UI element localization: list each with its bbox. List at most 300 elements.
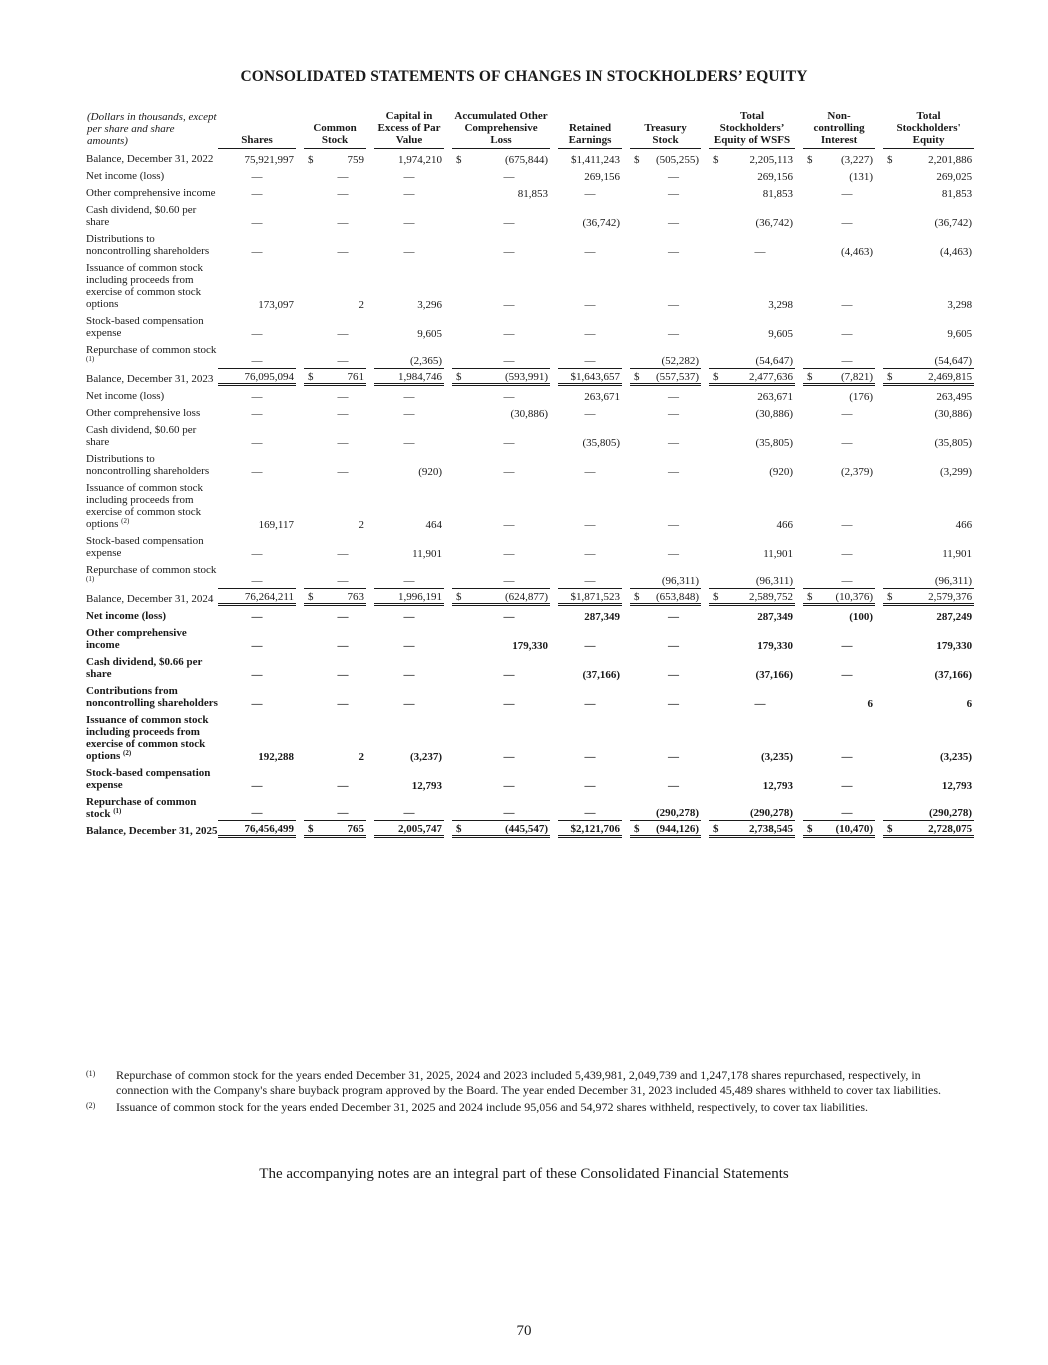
currency-symbol — [803, 606, 819, 623]
cell-value: (30,886) — [510, 408, 549, 420]
cell-value: (7,821) — [819, 369, 875, 386]
cell-value: (36,742) — [755, 217, 794, 229]
cell-value: 3,298 — [947, 299, 973, 311]
row-label — [86, 681, 218, 710]
cell-value: 2 — [358, 751, 365, 763]
currency-symbol — [304, 652, 320, 681]
table-row — [86, 386, 974, 403]
table-row — [86, 792, 974, 821]
footnotes — [86, 1068, 966, 1117]
currency-symbol: $ — [452, 369, 468, 386]
cell-value: 269,156 — [584, 171, 621, 183]
cell-value: (10,376) — [819, 589, 875, 606]
cell-value: (37,166) — [582, 669, 621, 681]
cell-value: — — [337, 640, 349, 652]
cell-value: 179,330 — [512, 640, 549, 652]
cell-value: — — [251, 548, 263, 560]
cell-value: — — [403, 217, 415, 229]
currency-symbol — [883, 183, 899, 200]
cell-value: 2,589,752 — [725, 589, 795, 606]
cell-value: — — [841, 669, 853, 681]
cell-value: (653,848) — [646, 589, 701, 606]
cell-value: — — [503, 611, 515, 623]
currency-symbol — [709, 258, 725, 311]
cell-value: — — [503, 437, 515, 449]
currency-symbol — [630, 183, 646, 200]
table-row — [86, 420, 974, 449]
footnote-ref: (2) — [123, 749, 132, 757]
currency-symbol — [452, 623, 468, 652]
cell-value: 1,984,746 — [374, 369, 444, 386]
currency-symbol — [709, 183, 725, 200]
cell-value: 192,288 — [258, 751, 294, 763]
col-header-retained: Retained Earnings — [558, 110, 622, 149]
row-label — [86, 403, 218, 420]
cell-value: — — [251, 669, 263, 681]
currency-symbol — [883, 531, 899, 560]
cell-value: (920) — [769, 466, 794, 478]
currency-symbol — [452, 560, 468, 589]
cell-value: — — [403, 698, 415, 710]
cell-value: 263,671 — [757, 391, 794, 403]
cell-value: — — [558, 340, 622, 369]
cell-value: 269,025 — [936, 171, 973, 183]
cell-value: — — [468, 560, 550, 589]
row-label-text: Net income (loss) — [86, 610, 167, 622]
col-header-aoci: Accumulated Other Comprehensive Loss — [452, 110, 550, 149]
currency-symbol — [630, 340, 646, 369]
cell-value: — — [584, 751, 596, 763]
cell-value: — — [841, 299, 853, 311]
cell-value: — — [337, 780, 349, 792]
col-header-total-wsfs: Total Stockholders’ Equity of WSFS — [709, 110, 795, 149]
cell-value: (37,166) — [934, 669, 973, 681]
currency-symbol — [803, 183, 819, 200]
row-label-text: Issuance of common stock including proceeds from exercise of common stock options — [86, 714, 209, 762]
row-label-text: Cash dividend, $0.60 per share — [86, 204, 197, 228]
cell-value: 9,605 — [417, 328, 443, 340]
row-label-text: Balance, December 31, 2022 — [86, 153, 214, 165]
currency-symbol — [452, 200, 468, 229]
cell-value: — — [218, 560, 296, 589]
cell-value: $1,411,243 — [570, 154, 621, 166]
cell-value: — — [668, 751, 680, 763]
currency-symbol: $ — [304, 821, 320, 838]
currency-symbol — [803, 792, 819, 821]
currency-symbol — [630, 200, 646, 229]
cell-value: (624,877) — [468, 589, 550, 606]
cell-value: — — [403, 188, 415, 200]
currency-symbol — [709, 792, 725, 821]
cell-value: (96,311) — [646, 560, 701, 589]
currency-symbol — [709, 478, 725, 531]
cell-value: — — [251, 611, 263, 623]
currency-symbol — [630, 531, 646, 560]
currency-symbol — [709, 652, 725, 681]
cell-value: (37,166) — [755, 669, 794, 681]
cell-value: — — [403, 640, 415, 652]
table-row — [86, 166, 974, 183]
cell-value: (52,282) — [646, 340, 701, 369]
currency-symbol — [630, 710, 646, 763]
currency-symbol — [883, 560, 899, 589]
row-label — [86, 560, 218, 589]
row-label — [86, 652, 218, 681]
currency-symbol — [883, 652, 899, 681]
currency-symbol — [630, 652, 646, 681]
cell-value: 81,853 — [517, 188, 549, 200]
currency-symbol — [803, 560, 819, 589]
cell-value: — — [668, 548, 680, 560]
cell-value: — — [841, 437, 853, 449]
cell-value: — — [841, 780, 853, 792]
units-note: (Dollars in thousands, except per share and share amounts) — [87, 111, 217, 147]
cell-value: — — [584, 408, 596, 420]
table-row — [86, 369, 974, 386]
col-header-noncontrolling: Non-controlling Interest — [803, 110, 875, 149]
cell-value: — — [584, 519, 596, 531]
cell-value: (30,886) — [755, 408, 794, 420]
currency-symbol — [452, 166, 468, 183]
row-label — [86, 311, 218, 340]
currency-symbol — [709, 763, 725, 792]
cell-value: — — [503, 299, 515, 311]
currency-symbol — [883, 166, 899, 183]
col-header-total-equity: Total Stockholders' Equity — [883, 110, 974, 149]
row-label — [86, 200, 218, 229]
row-label — [86, 710, 218, 763]
currency-symbol: $ — [803, 821, 819, 838]
currency-symbol — [452, 386, 468, 403]
currency-symbol — [709, 420, 725, 449]
cell-value: — — [251, 698, 263, 710]
cell-value: — — [251, 408, 263, 420]
cell-value: — — [251, 466, 263, 478]
cell-value: 464 — [425, 519, 443, 531]
cell-value: — — [584, 466, 596, 478]
cell-value: — — [668, 217, 680, 229]
table-row — [86, 821, 974, 838]
footnote — [86, 1100, 966, 1115]
row-label — [86, 369, 218, 386]
table-row — [86, 478, 974, 531]
footnote-marker: (2) — [86, 1101, 96, 1110]
cell-value: 6 — [966, 698, 973, 710]
table-row — [86, 258, 974, 311]
cell-value: — — [503, 171, 515, 183]
equity-table — [86, 110, 974, 838]
currency-symbol — [803, 449, 819, 478]
cell-value: — — [403, 391, 415, 403]
row-label-text: Balance, December 31, 2023 — [86, 373, 214, 385]
cell-value: — — [251, 780, 263, 792]
cell-value: — — [841, 751, 853, 763]
cell-value: — — [403, 611, 415, 623]
currency-symbol — [709, 531, 725, 560]
cell-value: 173,097 — [258, 299, 294, 311]
currency-symbol — [883, 311, 899, 340]
cell-value: (3,237) — [409, 751, 443, 763]
cell-value: 2,201,886 — [928, 154, 973, 166]
cell-value: 12,793 — [762, 780, 794, 792]
currency-symbol: $ — [630, 821, 646, 838]
cell-value: — — [668, 519, 680, 531]
table-row — [86, 606, 974, 623]
table-row — [86, 183, 974, 200]
currency-symbol — [883, 763, 899, 792]
col-header-shares: Shares — [218, 110, 296, 149]
header-row — [86, 110, 974, 149]
currency-symbol — [304, 681, 320, 710]
cell-value: — — [337, 466, 349, 478]
currency-symbol — [304, 710, 320, 763]
cell-value: — — [337, 548, 349, 560]
col-header-common-stock: Common Stock — [304, 110, 366, 149]
cell-value: — — [337, 437, 349, 449]
currency-symbol — [452, 681, 468, 710]
row-label — [86, 478, 218, 531]
cell-value: (54,647) — [725, 340, 795, 369]
table-row — [86, 531, 974, 560]
currency-symbol — [452, 258, 468, 311]
cell-value: — — [468, 792, 550, 821]
cell-value: (290,278) — [899, 792, 974, 821]
currency-symbol — [883, 403, 899, 420]
cell-value: — — [584, 299, 596, 311]
currency-symbol — [803, 229, 819, 258]
row-label-text: Stock-based compensation expense — [86, 535, 204, 559]
currency-symbol — [630, 449, 646, 478]
currency-symbol: $ — [630, 589, 646, 606]
currency-symbol — [709, 386, 725, 403]
cell-value: — — [251, 640, 263, 652]
cell-value: (3,235) — [939, 751, 973, 763]
currency-symbol: $ — [803, 589, 819, 606]
cell-value: — — [668, 640, 680, 652]
cell-value: 81,853 — [941, 188, 973, 200]
cell-value: 76,456,499 — [218, 821, 296, 838]
currency-symbol — [709, 403, 725, 420]
cell-value: — — [584, 780, 596, 792]
row-label-text: Stock-based compensation expense — [86, 315, 204, 339]
cell-value: — — [668, 391, 680, 403]
row-label — [86, 183, 218, 200]
cell-value: 169,117 — [258, 519, 294, 531]
cell-value: 3,298 — [768, 299, 794, 311]
row-label-text: Distributions to noncontrolling shareholders — [86, 453, 210, 477]
table-row — [86, 710, 974, 763]
cell-value: — — [218, 792, 296, 821]
cell-value: 75,921,997 — [244, 154, 294, 166]
table-row — [86, 652, 974, 681]
footnote-marker: (1) — [86, 1069, 96, 1078]
currency-symbol: $ — [709, 589, 725, 606]
cell-value: — — [337, 408, 349, 420]
table-row — [86, 763, 974, 792]
row-label — [86, 386, 218, 403]
row-label-text: Contributions from noncontrolling shareholders — [86, 685, 218, 709]
table-row — [86, 340, 974, 369]
cell-value: (96,311) — [725, 560, 795, 589]
cell-value: — — [320, 560, 366, 589]
cell-value: 2,728,075 — [899, 821, 974, 838]
currency-symbol — [883, 623, 899, 652]
currency-symbol — [452, 340, 468, 369]
cell-value: — — [503, 669, 515, 681]
cell-value: 9,605 — [768, 328, 794, 340]
currency-symbol — [709, 200, 725, 229]
currency-symbol — [630, 386, 646, 403]
cell-value: 9,605 — [947, 328, 973, 340]
currency-symbol — [452, 606, 468, 623]
currency-symbol: $ — [634, 154, 640, 166]
row-label — [86, 531, 218, 560]
currency-symbol — [304, 531, 320, 560]
row-label-text: Repurchase of common stock — [86, 564, 217, 576]
row-label — [86, 606, 218, 623]
currency-symbol — [304, 403, 320, 420]
col-header-capital: Capital in Excess of Par Value — [374, 110, 444, 149]
cell-value: 2,738,545 — [725, 821, 795, 838]
cell-value: $2,121,706 — [558, 821, 622, 838]
currency-symbol — [883, 200, 899, 229]
currency-symbol: $ — [883, 369, 899, 386]
currency-symbol — [304, 340, 320, 369]
cell-value: — — [374, 792, 444, 821]
currency-symbol — [883, 258, 899, 311]
currency-symbol — [452, 763, 468, 792]
cell-value: $1,643,657 — [558, 369, 622, 386]
cell-value: 287,349 — [757, 611, 794, 623]
cell-value: (445,547) — [468, 821, 550, 838]
cell-value: (100) — [849, 611, 874, 623]
row-label-text: Net income (loss) — [86, 390, 165, 402]
row-label — [86, 258, 218, 311]
cell-value: (675,844) — [504, 154, 549, 166]
row-label-text: Issuance of common stock including proceeds from exercise of common stock options — [86, 482, 203, 530]
cell-value: — — [819, 792, 875, 821]
cell-value: — — [668, 299, 680, 311]
currency-symbol — [452, 449, 468, 478]
cell-value: 11,901 — [412, 548, 443, 560]
cell-value: 287,349 — [584, 611, 621, 623]
currency-symbol: $ — [456, 154, 462, 166]
cell-value: 2,469,815 — [899, 369, 974, 386]
currency-symbol: $ — [807, 154, 813, 166]
currency-symbol — [452, 183, 468, 200]
cell-value: — — [584, 640, 596, 652]
footnote-text: Issuance of common stock for the years ended December 31, 2025 and 2024 include 95,056 and 54,972 shares withheld, respectively, to cover tax liabilities. — [116, 1100, 869, 1114]
currency-symbol: $ — [709, 821, 725, 838]
currency-symbol — [630, 166, 646, 183]
cell-value: — — [503, 246, 515, 258]
currency-symbol — [803, 652, 819, 681]
row-label-text: Issuance of common stock including proceeds from exercise of common stock options — [86, 262, 203, 310]
currency-symbol — [803, 478, 819, 531]
cell-value: 761 — [320, 369, 366, 386]
cell-value: — — [754, 246, 766, 258]
currency-symbol — [709, 311, 725, 340]
table-row — [86, 403, 974, 420]
currency-symbol — [630, 478, 646, 531]
currency-symbol — [883, 229, 899, 258]
cell-value: — — [503, 466, 515, 478]
currency-symbol: $ — [883, 821, 899, 838]
cell-value: (290,278) — [725, 792, 795, 821]
cell-value: (4,463) — [840, 246, 874, 258]
currency-symbol — [630, 311, 646, 340]
currency-symbol: $ — [883, 589, 899, 606]
cell-value: — — [668, 437, 680, 449]
cell-value: 1,974,210 — [398, 154, 443, 166]
table-row — [86, 589, 974, 606]
row-label — [86, 589, 218, 606]
cell-value: 2 — [358, 299, 365, 311]
cell-value: — — [841, 640, 853, 652]
currency-symbol — [803, 200, 819, 229]
cell-value: 2,205,113 — [749, 154, 794, 166]
cell-value: (3,235) — [760, 751, 794, 763]
row-label-text: Other comprehensive income — [86, 627, 187, 651]
currency-symbol — [304, 560, 320, 589]
table-row — [86, 560, 974, 589]
currency-symbol — [452, 403, 468, 420]
cell-value: 763 — [320, 589, 366, 606]
cell-value: (290,278) — [646, 792, 701, 821]
currency-symbol — [883, 792, 899, 821]
cell-value: — — [337, 328, 349, 340]
cell-value: — — [668, 780, 680, 792]
currency-symbol — [452, 420, 468, 449]
cell-value: — — [337, 611, 349, 623]
cell-value: — — [503, 780, 515, 792]
currency-symbol — [452, 311, 468, 340]
row-label — [86, 166, 218, 183]
row-label-text: Balance, December 31, 2025 — [86, 825, 218, 837]
cell-value: 3,296 — [417, 299, 443, 311]
cell-value: — — [403, 171, 415, 183]
row-label — [86, 420, 218, 449]
cell-value: — — [337, 669, 349, 681]
cell-value: 11,901 — [942, 548, 973, 560]
cell-value: $1,871,523 — [558, 589, 622, 606]
cell-value: — — [841, 408, 853, 420]
currency-symbol — [803, 311, 819, 340]
cell-value: — — [403, 408, 415, 420]
cell-value: (593,991) — [468, 369, 550, 386]
cell-value: (35,805) — [934, 437, 973, 449]
cell-value: — — [251, 391, 263, 403]
currency-symbol — [452, 652, 468, 681]
cell-value: 2,477,636 — [725, 369, 795, 386]
cell-value: 759 — [347, 154, 365, 166]
currency-symbol — [803, 623, 819, 652]
currency-symbol: $ — [887, 154, 893, 166]
cell-value: — — [558, 560, 622, 589]
currency-symbol — [630, 606, 646, 623]
currency-symbol — [304, 420, 320, 449]
table-row — [86, 229, 974, 258]
cell-value: 765 — [320, 821, 366, 838]
footnote-ref: (1) — [113, 807, 122, 815]
currency-symbol — [452, 792, 468, 821]
row-label-text: Repurchase of common stock — [86, 796, 197, 820]
cell-value: — — [251, 188, 263, 200]
cell-value: — — [251, 437, 263, 449]
currency-symbol — [803, 763, 819, 792]
table-row — [86, 200, 974, 229]
cell-value: — — [320, 792, 366, 821]
